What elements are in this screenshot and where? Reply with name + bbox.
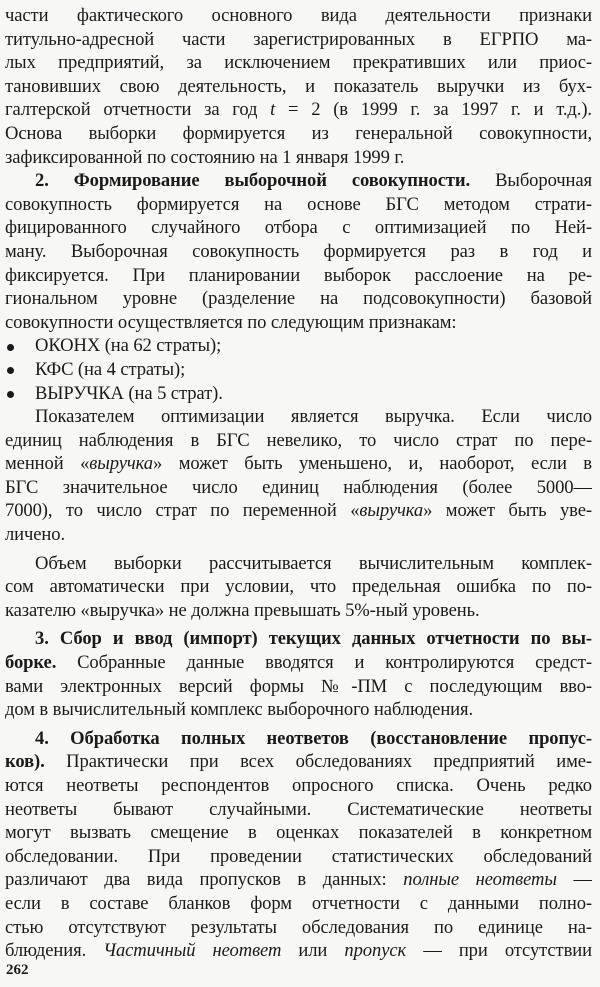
text-line: менной «выручка» может быть уменьшено, и, наоборот, если в xyxy=(5,453,592,475)
text-line: тановивших свою деятельность, и показатель выручки из бух- xyxy=(5,75,592,97)
text-line: стью отсутствуют результаты обследования по единице на- xyxy=(5,916,592,938)
text-line: совокупность формируется на основе БГС методом страти- xyxy=(5,193,592,215)
text-line: борке. Собранные данные вводятся и контролируются средст- xyxy=(5,652,592,674)
bullet-icon xyxy=(5,334,35,358)
text-line: 7000), то число страт по переменной «выручка» может быть уве- xyxy=(5,500,592,522)
section-4 xyxy=(5,727,592,963)
text-line: совокупности осуществляется по следующим признакам: xyxy=(5,311,457,333)
section-heading: 2. Формирование выборочной совокупности. xyxy=(35,170,471,192)
text-line: Показателем оптимизации является выручка. Если число xyxy=(35,406,592,428)
text-line: галтерской отчетности за год t = 2 (в 1999 г. за 1997 г. и т.д.). xyxy=(5,99,592,121)
text-line: ману. Выборочная совокупность формируется раз в год и xyxy=(5,240,592,262)
bullet-icon xyxy=(5,358,35,382)
text-line: части фактического основного вида деятельности признаки xyxy=(5,5,592,26)
text-line: зафиксированной по состоянию на 1 января 1999 г. xyxy=(5,146,405,168)
text-line: сом автоматически при условии, что предельная ошибка по по- xyxy=(5,576,592,598)
text-line: ков). Практически при всех обследованиях предприятий име- xyxy=(5,751,592,773)
text-line: личено. xyxy=(5,524,66,546)
text-line: Объем выборки рассчитывается вычислительным комплек- xyxy=(35,552,592,574)
text-line: лых предприятий, за исключением прекративших или приос- xyxy=(5,52,592,74)
text-line: казателю «выручка» не должна превышать 5%-ный уровень. xyxy=(5,599,480,621)
list-item: КФС (на 4 страты); xyxy=(5,358,592,382)
bullet-icon xyxy=(5,382,35,406)
paragraph-1 xyxy=(5,4,592,169)
text-line: обследовании. При проведении статистических обследований xyxy=(5,845,592,867)
page-number: 262 xyxy=(6,962,29,978)
text-line: единиц наблюдения в БГС невелико, то число страт по пере- xyxy=(5,429,592,451)
section-heading: 4. Обработка полных неответов (восстановление пропус- xyxy=(35,727,592,749)
text-line: вами электронных версий формы №-ПМ с последующим вво- xyxy=(5,675,592,697)
section-3 xyxy=(5,627,592,721)
text-line xyxy=(5,727,592,751)
text-line: ются неответы респондентов опросного списка. Очень редко xyxy=(5,775,592,796)
text-line: титульно-адресной части зарегистрированных в ЕГРПО ма- xyxy=(5,28,592,50)
text-line: если в составе бланков форм отчетности с данными полно- xyxy=(5,892,592,914)
text-line: могут вызвать смещение в оценках показателей в конкретном xyxy=(5,822,592,844)
text-line xyxy=(5,627,592,651)
list-item: ОКОНХ (на 62 страты); xyxy=(5,334,592,358)
text-line: гиональном уровне (разделение на подсовокупности) базовой xyxy=(5,288,592,310)
list-item: ВЫРУЧКА (на 5 страт). xyxy=(5,382,592,406)
text-line: Основа выборки формируется из генеральной совокупности, xyxy=(5,122,592,144)
text-line: неответы бывают случайными. Систематические неответы xyxy=(5,798,592,820)
text-line: 2. Формирование выборочной совокупности. Выборочная xyxy=(35,170,592,192)
text-line: блюдения. Частичный неответ или пропуск — при отсутствии xyxy=(5,940,592,962)
text-line: фицированного случайного отбора с оптимизацией по Ней- xyxy=(5,217,592,239)
section-2 xyxy=(5,169,592,622)
text-line: БГС значительное число единиц наблюдения (более 5000— xyxy=(5,476,592,498)
text-line: дом в вычислительный комплекс выборочного наблюдения. xyxy=(5,699,474,721)
text-line: различают два вида пропусков в данных: полные неответы — xyxy=(5,869,592,891)
text-line: фиксируется. При планировании выборок расслоение на ре- xyxy=(5,264,592,286)
section-heading: 3. Сбор и ввод (импорт) текущих данных отчетности по вы- xyxy=(35,628,592,650)
